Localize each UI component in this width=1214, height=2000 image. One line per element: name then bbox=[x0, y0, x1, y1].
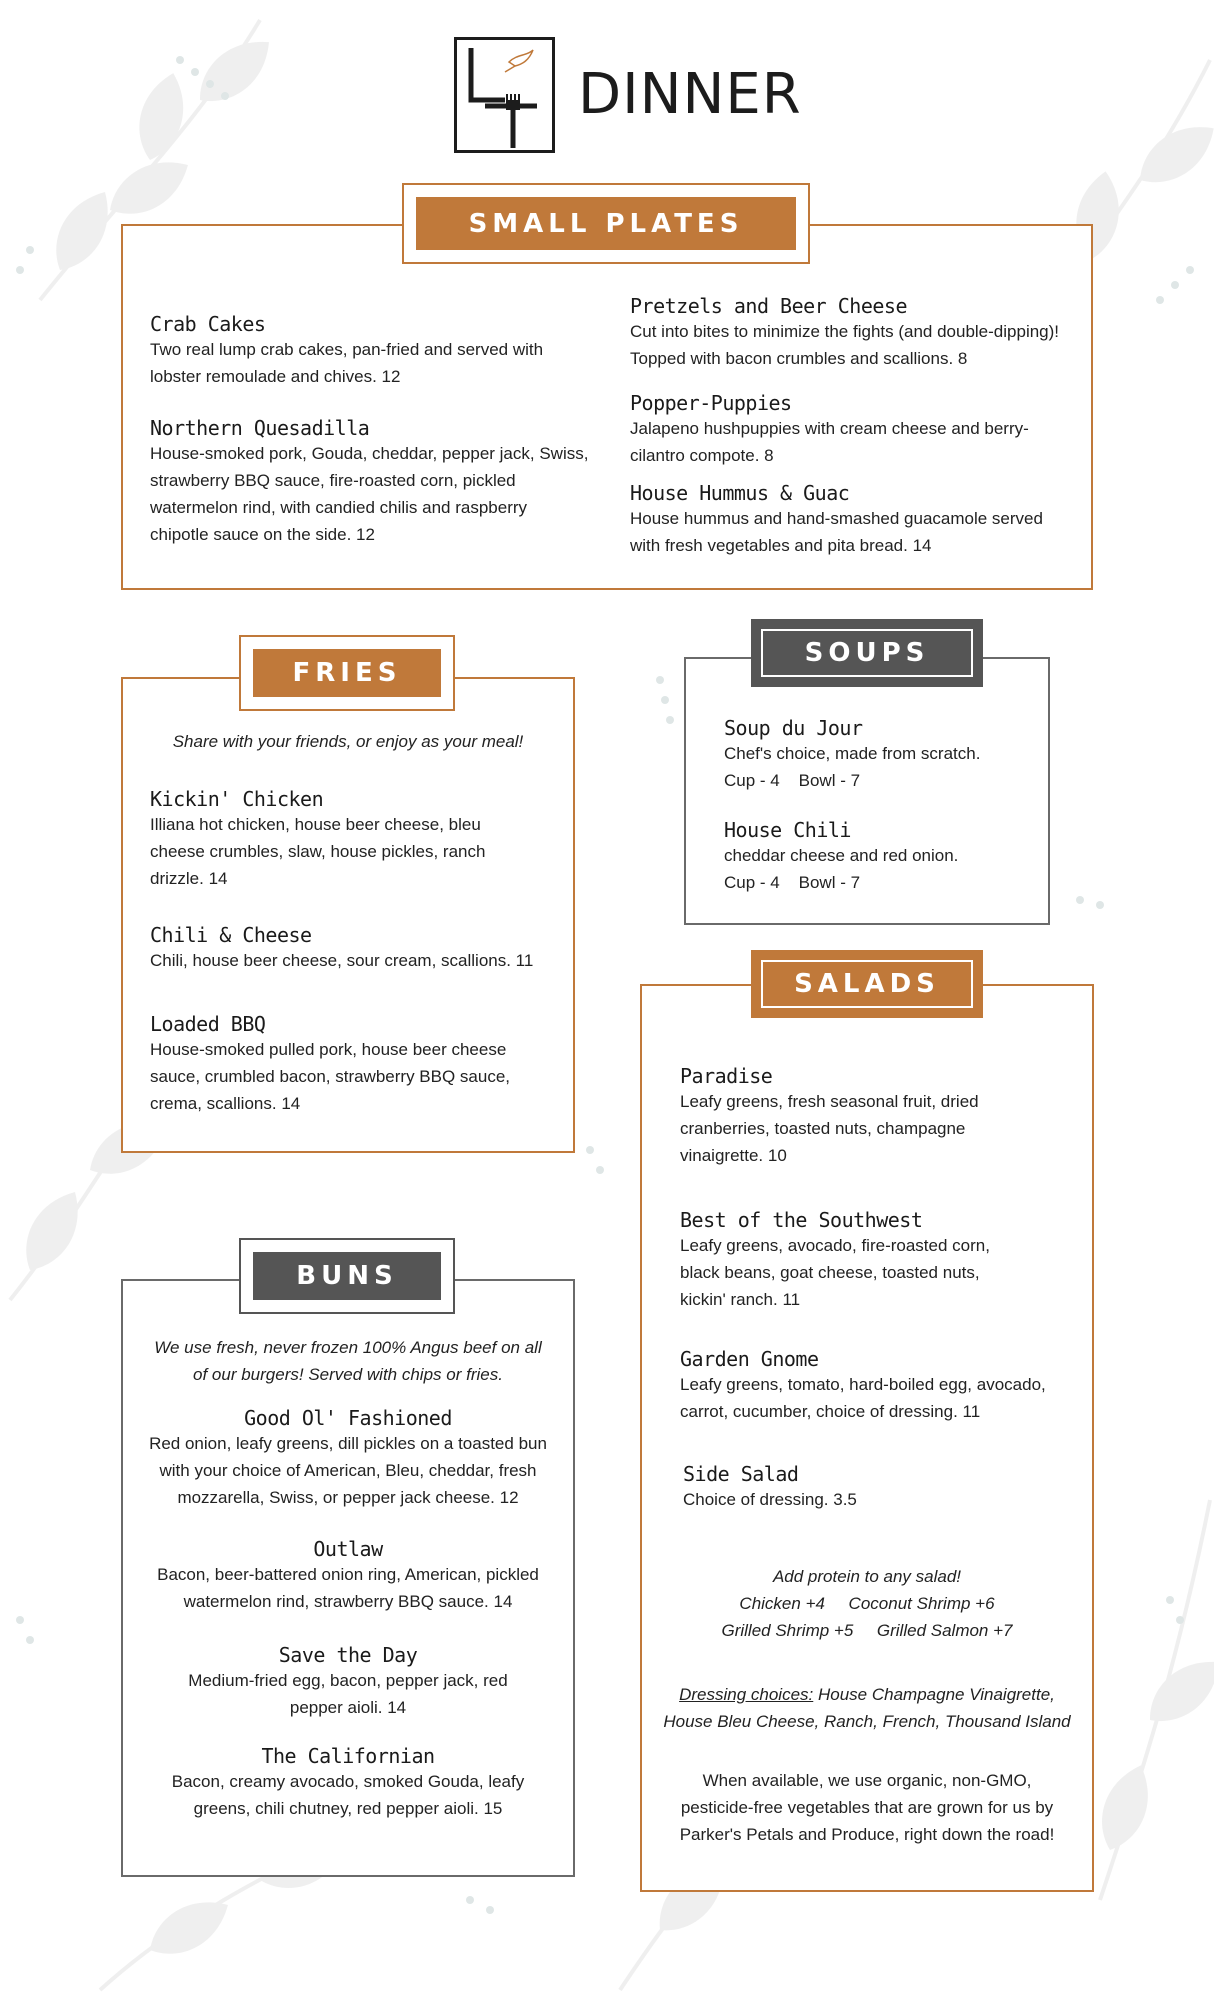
item-price: Cup - 4 Bowl - 7 bbox=[724, 873, 861, 892]
item-name: Pretzels and Beer Cheese bbox=[630, 294, 907, 318]
menu-item bbox=[680, 1064, 1020, 1169]
item-name: Side Salad bbox=[683, 1462, 799, 1486]
item-description: Medium-fried egg, bacon, pepper jack, red pepper aioli. 14 bbox=[188, 1671, 508, 1717]
menu-item bbox=[140, 1406, 556, 1511]
menu-item bbox=[683, 1462, 1023, 1513]
protein-title: Add protein to any salad! bbox=[772, 1567, 962, 1586]
menu-item bbox=[150, 416, 590, 548]
menu-item bbox=[170, 1643, 526, 1721]
menu-item bbox=[150, 923, 550, 974]
item-name: Loaded BBQ bbox=[150, 1012, 266, 1036]
menu-item bbox=[630, 294, 1070, 372]
fries-heading: FRIES bbox=[253, 649, 441, 697]
item-description: Chef's choice, made from scratch. bbox=[724, 744, 981, 763]
salads-heading: SALADS bbox=[761, 960, 973, 1008]
item-description: Chili, house beer cheese, sour cream, scallions. 11 bbox=[150, 951, 534, 970]
item-name: Soup du Jour bbox=[724, 716, 863, 740]
logo-lt-fork-icon bbox=[457, 40, 558, 156]
item-name: House Chili bbox=[724, 818, 851, 842]
item-price: Cup - 4 Bowl - 7 bbox=[724, 771, 861, 790]
restaurant-logo bbox=[454, 37, 555, 153]
item-name: Best of the Southwest bbox=[680, 1208, 923, 1232]
sourcing-note: When available, we use organic, non-GMO, pesticide-free vegetables that are grown for us by Parker's Petals and Produce, right down the road! bbox=[679, 1771, 1055, 1844]
dressing-list: House Champagne Vinaigrette, House Bleu Cheese, Ranch, French, Thousand Island bbox=[663, 1685, 1071, 1731]
menu-item bbox=[630, 481, 1050, 559]
menu-item bbox=[150, 787, 530, 892]
menu-item bbox=[680, 1347, 1070, 1425]
item-description: House-smoked pork, Gouda, cheddar, pepper jack, Swiss, strawberry BBQ sauce, fire-roasted corn, pickled watermelon rind, with candied chilis and raspberry chipotle sauce on the side. 12 bbox=[150, 444, 589, 544]
item-description: Cut into bites to minimize the fights (and double-dipping)! Topped with bacon crumbles and scallions. 8 bbox=[630, 322, 1060, 368]
item-description: Bacon, creamy avocado, smoked Gouda, leafy greens, chili chutney, red pepper aioli. 15 bbox=[171, 1772, 525, 1818]
menu-item bbox=[630, 391, 1070, 469]
item-name: Kickin' Chicken bbox=[150, 787, 324, 811]
fries-intro: Share with your friends, or enjoy as your meal! bbox=[172, 732, 524, 751]
item-name: Popper-Puppies bbox=[630, 391, 792, 415]
item-description: Two real lump crab cakes, pan-fried and served with lobster remoulade and chives. 12 bbox=[150, 340, 544, 386]
item-name: The Californian bbox=[261, 1744, 435, 1768]
item-description: Leafy greens, fresh seasonal fruit, dried cranberries, toasted nuts, champagne vinaigrette. 10 bbox=[680, 1092, 979, 1165]
page-title: DINNER bbox=[578, 62, 802, 127]
item-description: Leafy greens, tomato, hard-boiled egg, avocado, carrot, cucumber, choice of dressing. 11 bbox=[680, 1375, 1046, 1421]
item-description: Choice of dressing. 3.5 bbox=[683, 1490, 857, 1509]
menu-item bbox=[680, 1208, 1020, 1313]
item-description: House-smoked pulled pork, house beer cheese sauce, crumbled bacon, strawberry BBQ sauce, crema, scallions. 14 bbox=[150, 1040, 510, 1113]
small-plates-heading: SMALL PLATES bbox=[416, 197, 796, 250]
item-name: Northern Quesadilla bbox=[150, 416, 370, 440]
protein-options-line-2: Grilled Shrimp +5 Grilled Salmon +7 bbox=[721, 1621, 1013, 1640]
item-name: Outlaw bbox=[313, 1537, 383, 1561]
buns-intro: We use fresh, never frozen 100% Angus beef on all of our burgers! Served with chips or fries. bbox=[154, 1338, 542, 1384]
menu-item bbox=[150, 312, 590, 390]
menu-item bbox=[724, 716, 1044, 794]
protein-addon bbox=[660, 1563, 1074, 1644]
item-name: Garden Gnome bbox=[680, 1347, 819, 1371]
item-description: Red onion, leafy greens, dill pickles on a toasted bun with your choice of American, Bleu, cheddar, fresh mozzarella, Swiss, or pepper jack cheese. 12 bbox=[149, 1434, 547, 1507]
menu-item bbox=[150, 1012, 540, 1117]
item-name: Good Ol' Fashioned bbox=[244, 1406, 452, 1430]
item-description: Illiana hot chicken, house beer cheese, bleu cheese crumbles, slaw, house pickles, ranch drizzle. 14 bbox=[150, 815, 486, 888]
item-name: Save the Day bbox=[278, 1643, 418, 1667]
menu-item bbox=[140, 1537, 556, 1615]
item-description: cheddar cheese and red onion. bbox=[724, 846, 959, 865]
item-name: Paradise bbox=[680, 1064, 773, 1088]
item-description: Jalapeno hushpuppies with cream cheese and berry-cilantro compote. 8 bbox=[630, 419, 1029, 465]
item-name: Chili & Cheese bbox=[150, 923, 312, 947]
menu-item bbox=[724, 818, 1044, 896]
dressing-label: Dressing choices: bbox=[679, 1685, 814, 1704]
item-description: Leafy greens, avocado, fire-roasted corn, black beans, goat cheese, toasted nuts, kickin' ranch. 11 bbox=[680, 1236, 990, 1309]
dressing-choices bbox=[656, 1681, 1078, 1735]
item-description: Bacon, beer-battered onion ring, American, pickled watermelon rind, strawberry BBQ sauce. 14 bbox=[157, 1565, 539, 1611]
item-name: Crab Cakes bbox=[150, 312, 266, 336]
soups-heading: SOUPS bbox=[761, 629, 973, 677]
menu-item bbox=[150, 1744, 546, 1822]
item-name: House Hummus & Guac bbox=[630, 481, 850, 505]
buns-heading: BUNS bbox=[253, 1252, 441, 1300]
item-description: House hummus and hand-smashed guacamole served with fresh vegetables and pita bread. 14 bbox=[630, 509, 1043, 555]
protein-options-line-1: Chicken +4 Coconut Shrimp +6 bbox=[739, 1594, 995, 1613]
